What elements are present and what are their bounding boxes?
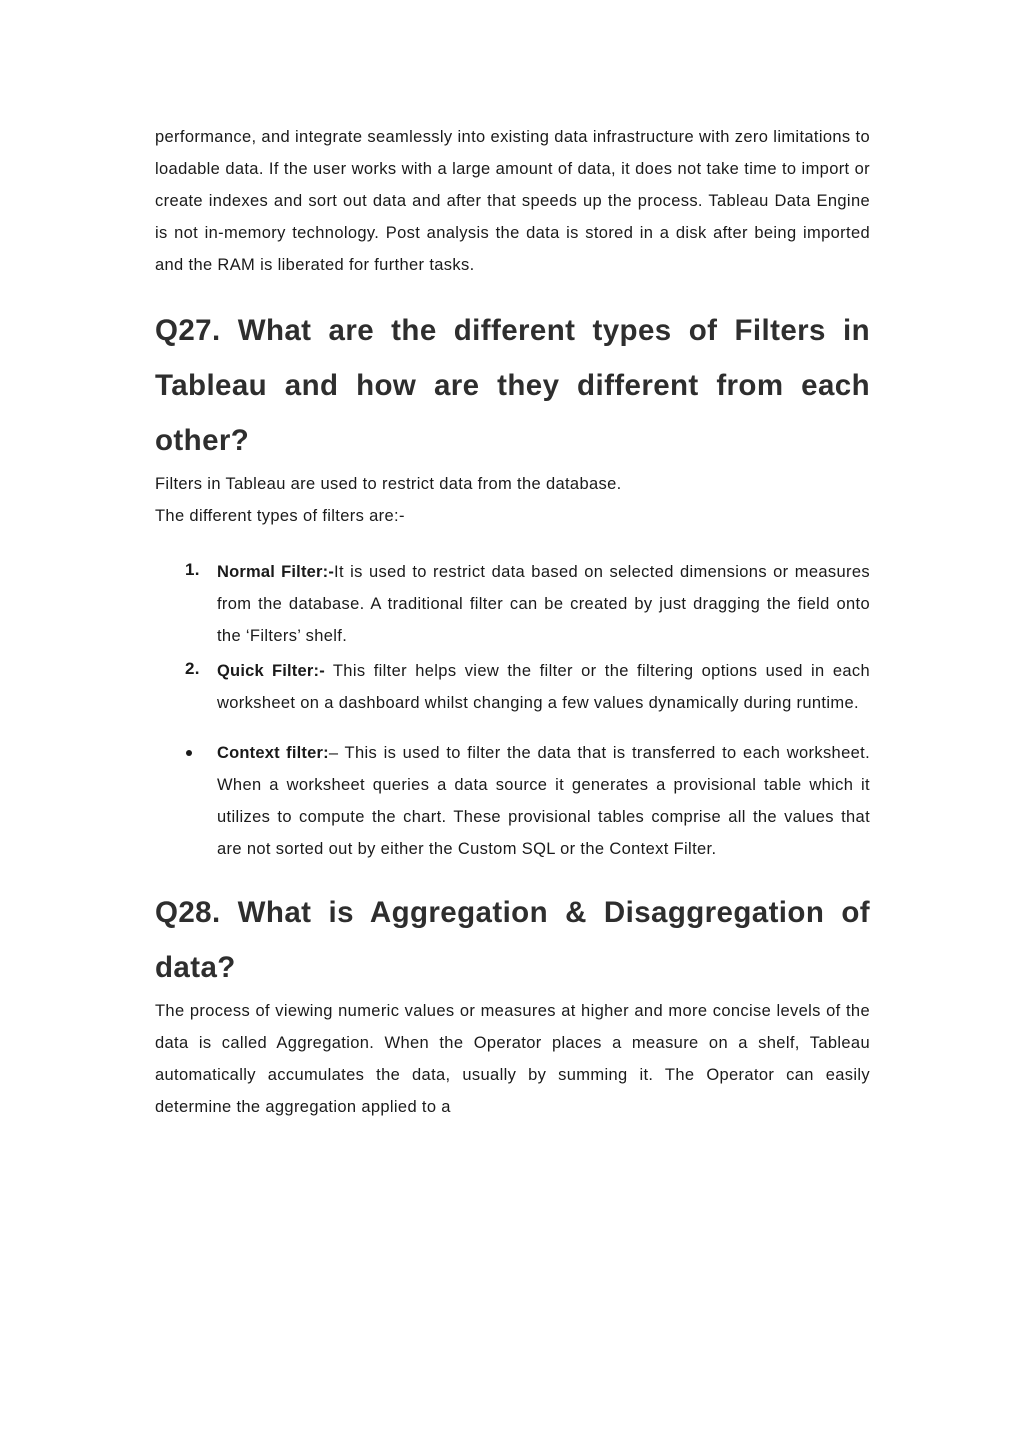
q27-types-intro: The different types of filters are:- [155, 507, 405, 525]
q28-paragraph: The process of viewing numeric values or measures at higher and more concise levels of the data is called Aggregation. When the Operator places a measure on a shelf, Tableau automatically accumulates the data, usually by summing it. The Operator can easily determine the aggregation applied to a [155, 1002, 870, 1116]
q27-heading: Q27. What are the different types of Filters in Tableau and how are they different from each other? [155, 314, 870, 457]
filter-types-numbered-list [155, 556, 870, 719]
q28-heading: Q28. What is Aggregation & Disaggregation of data? [155, 896, 870, 984]
q27-intro: Filters in Tableau are used to restrict data from the database. [155, 475, 622, 493]
list-text: – This is used to filter the data that is transferred to each worksheet. When a worksheet queries a data source it generates a provisional table which it utilizes to compute the chart. These provisional tables comprise all the values that are not sorted out by either the Custom SQL or the Context Filter. [217, 744, 871, 858]
list-term: Normal Filter:- [217, 563, 335, 581]
list-number: 1. [185, 560, 200, 579]
list-term: Context filter: [217, 744, 329, 762]
continuation-paragraph: performance, and integrate seamlessly into existing data infrastructure with zero limitations to loadable data. If the user works with a large amount of data, it does not take time to import or create indexes and sort out data and after that speeds up the process. Tableau Data Engine is not in-memory technology. Post analysis the data is stored in a disk after being imported and the RAM is liberated for further tasks. [155, 128, 870, 274]
list-text: It is used to restrict data based on selected dimensions or measures from the database. A traditional filter can be created by just dragging the field onto the ‘Filters’ shelf. [217, 563, 870, 645]
filter-types-bullet-list [155, 737, 870, 865]
list-item-normal-filter [155, 556, 870, 652]
list-item-quick-filter [155, 655, 870, 719]
list-text: This filter helps view the filter or the filtering options used in each worksheet on a dashboard whilst changing a few values dynamically during runtime. [217, 662, 870, 712]
list-item-context-filter [155, 737, 870, 865]
document-page [155, 121, 870, 1123]
list-term: Quick Filter:- [217, 662, 325, 680]
bullet-icon [186, 750, 192, 756]
list-number: 2. [185, 659, 200, 678]
